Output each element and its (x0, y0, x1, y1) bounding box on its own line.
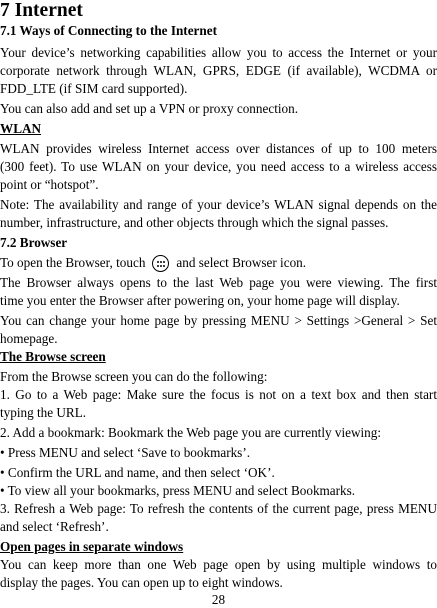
paragraph-line: You can change your home page by pressing MENU > Settings >General > Set (0, 313, 437, 328)
list-item: 2. Add a bookmark: Bookmark the Web page you are currently viewing: (0, 425, 382, 440)
section-7-2-title: 7.2 Browser (0, 235, 68, 250)
paragraph-line: corporate network through WLAN, GPRS, EDGE (if available), WCDMA or (0, 63, 437, 78)
paragraph-line: time you enter the Browser after powering on, your home page will display. (0, 293, 400, 308)
page-number: 28 (211, 592, 226, 607)
note-line: number, infrastructure, and other objects through which the signal passes. (0, 215, 389, 230)
list-item: 1. Go to a Web page: Make sure the focus is not on a text box and then start (0, 387, 437, 402)
note-line: Note: The availability and range of your device’s WLAN signal depends on the (0, 197, 437, 212)
paragraph-line: You can keep more than one Web page open by using multiple windows to (0, 557, 437, 572)
bullet-item: • Press MENU and select ‘Save to bookmarks’. (0, 445, 251, 460)
paragraph-line: display the pages. You can open up to eight windows. (0, 575, 283, 590)
bullet-item: • Confirm the URL and name, and then select ‘OK’. (0, 465, 275, 480)
paragraph-line: point or “hotspot”. (0, 177, 99, 192)
open-browser-text: To open the Browser, touch (0, 255, 146, 270)
list-item: 3. Refresh a Web page: To refresh the contents of the current page, press MENU (0, 501, 437, 516)
wlan-title: WLAN (0, 121, 42, 136)
paragraph-line: (300 feet). To use WLAN on your device, you need access to a wireless access (0, 159, 437, 174)
separate-windows-title: Open pages in separate windows (0, 539, 184, 554)
open-browser-line (0, 254, 437, 272)
paragraph-line: Your device’s networking capabilities allow you to access the Internet or your (0, 45, 437, 60)
apps-grid-icon (152, 255, 169, 272)
paragraph-line: homepage. (0, 331, 58, 346)
open-browser-text: and select Browser icon. (176, 255, 307, 270)
paragraph-line: The Browser always opens to the last Web page you were viewing. The first (0, 275, 437, 290)
list-item: and select ‘Refresh’. (0, 519, 109, 534)
list-item: typing the URL. (0, 405, 87, 420)
bullet-item: • To view all your bookmarks, press MENU and select Bookmarks. (0, 483, 356, 498)
paragraph-line: You can also add and set up a VPN or proxy connection. (0, 101, 299, 116)
chapter-heading: 7 Internet (0, 0, 83, 21)
browse-screen-title: The Browse screen (0, 349, 106, 364)
paragraph-line: WLAN provides wireless Internet access over distances of up to 100 meters (0, 141, 437, 156)
paragraph-line: From the Browse screen you can do the following: (0, 369, 268, 384)
section-7-1-title: 7.1 Ways of Connecting to the Internet (0, 23, 217, 38)
paragraph-line: FDD_LTE (if SIM card supported). (0, 81, 188, 96)
